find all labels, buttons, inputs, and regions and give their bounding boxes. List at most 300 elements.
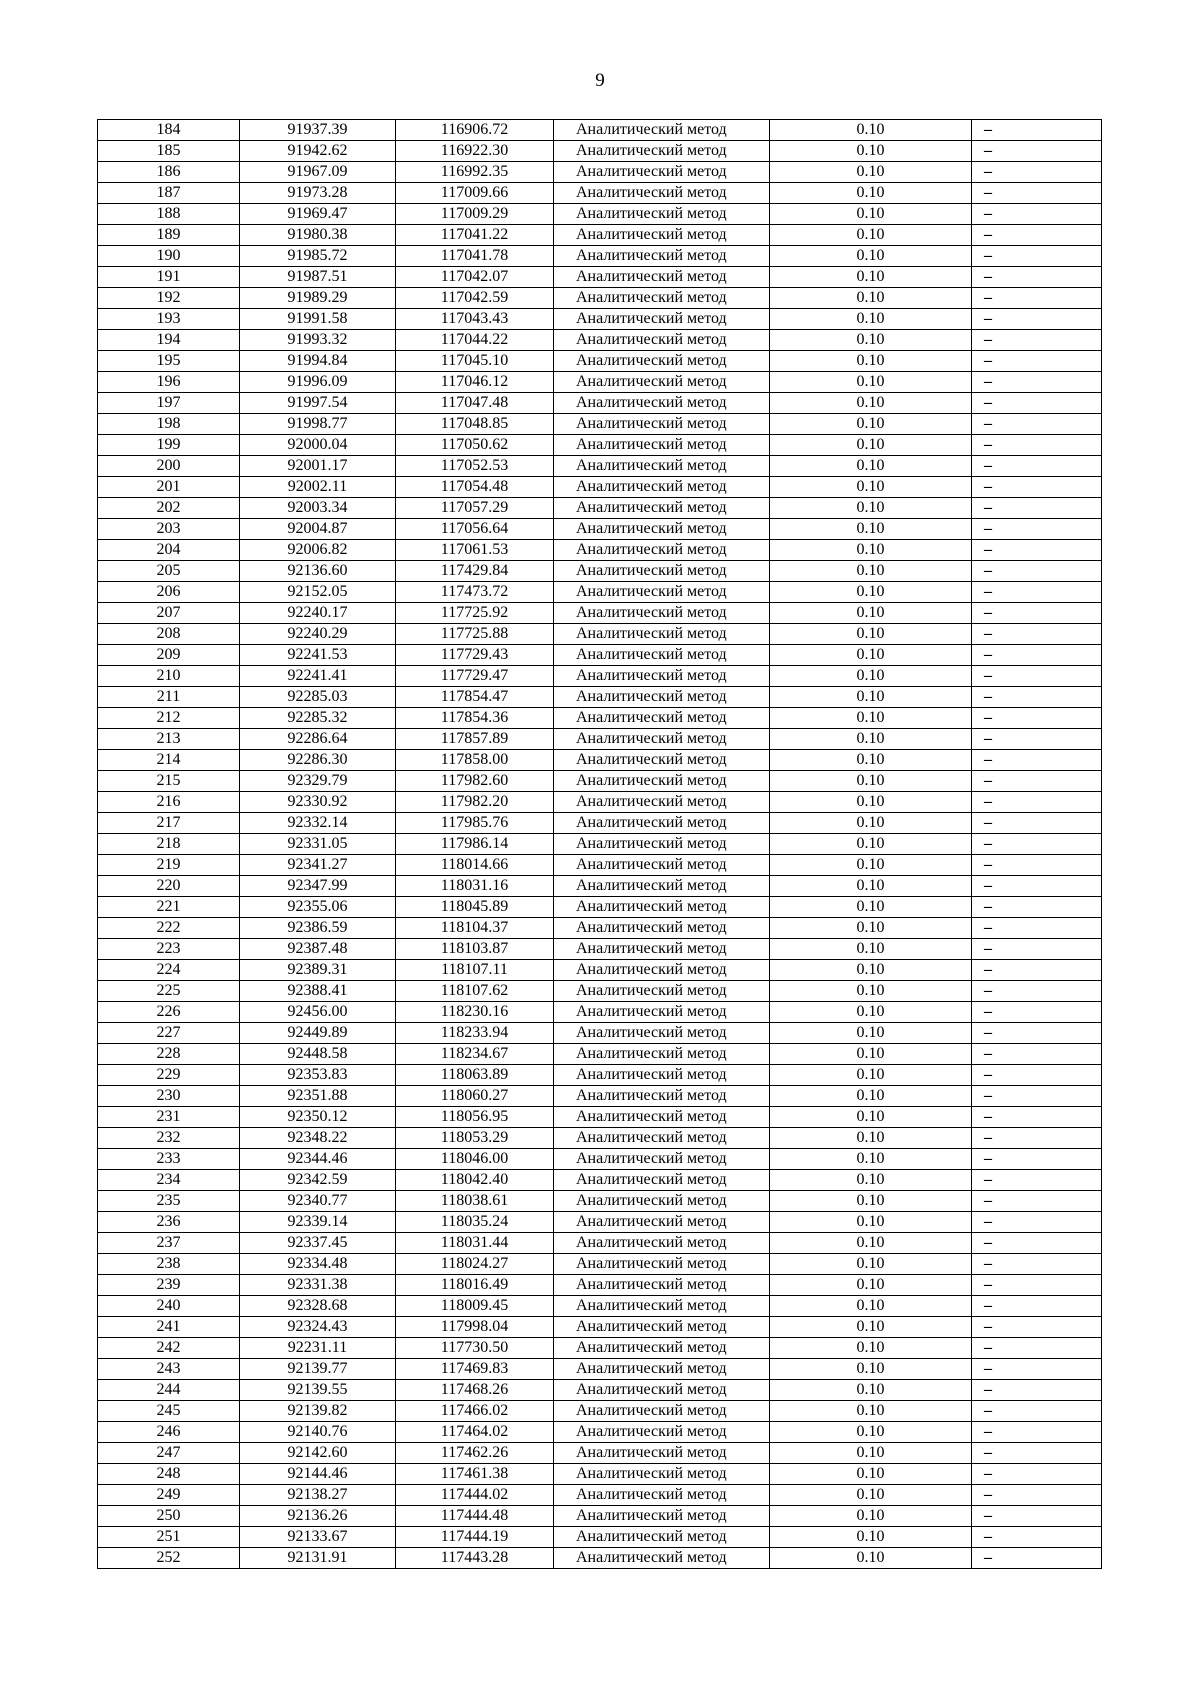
note-cell: – <box>972 498 1102 519</box>
accuracy-cell: 0.10 <box>770 162 972 183</box>
table-row <box>98 645 1102 666</box>
table-row <box>98 1002 1102 1023</box>
point-number-cell: 211 <box>98 687 240 708</box>
table-row <box>98 225 1102 246</box>
note-cell: – <box>972 750 1102 771</box>
note-cell: – <box>972 645 1102 666</box>
accuracy-cell: 0.10 <box>770 120 972 141</box>
table-row <box>98 939 1102 960</box>
note-cell: – <box>972 204 1102 225</box>
x-coordinate-cell: 91997.54 <box>240 393 396 414</box>
method-cell: Аналитический метод <box>554 1191 770 1212</box>
table-row <box>98 918 1102 939</box>
note-cell: – <box>972 624 1102 645</box>
x-coordinate-cell: 92138.27 <box>240 1485 396 1506</box>
point-number-cell: 227 <box>98 1023 240 1044</box>
coordinates-table-body <box>98 120 1102 1569</box>
note-cell: – <box>972 1128 1102 1149</box>
accuracy-cell: 0.10 <box>770 855 972 876</box>
x-coordinate-cell: 91993.32 <box>240 330 396 351</box>
table-row <box>98 477 1102 498</box>
note-cell: – <box>972 1044 1102 1065</box>
y-coordinate-cell: 118031.16 <box>396 876 554 897</box>
accuracy-cell: 0.10 <box>770 834 972 855</box>
accuracy-cell: 0.10 <box>770 141 972 162</box>
method-cell: Аналитический метод <box>554 120 770 141</box>
note-cell: – <box>972 561 1102 582</box>
point-number-cell: 249 <box>98 1485 240 1506</box>
x-coordinate-cell: 92337.45 <box>240 1233 396 1254</box>
accuracy-cell: 0.10 <box>770 918 972 939</box>
x-coordinate-cell: 91942.62 <box>240 141 396 162</box>
accuracy-cell: 0.10 <box>770 960 972 981</box>
point-number-cell: 235 <box>98 1191 240 1212</box>
note-cell: – <box>972 603 1102 624</box>
table-row <box>98 834 1102 855</box>
note-cell: – <box>972 1191 1102 1212</box>
y-coordinate-cell: 117985.76 <box>396 813 554 834</box>
y-coordinate-cell: 118035.24 <box>396 1212 554 1233</box>
accuracy-cell: 0.10 <box>770 267 972 288</box>
method-cell: Аналитический метод <box>554 897 770 918</box>
y-coordinate-cell: 117473.72 <box>396 582 554 603</box>
table-row <box>98 1149 1102 1170</box>
table-row <box>98 351 1102 372</box>
coordinates-table <box>97 119 1102 1569</box>
point-number-cell: 202 <box>98 498 240 519</box>
y-coordinate-cell: 117048.85 <box>396 414 554 435</box>
x-coordinate-cell: 92341.27 <box>240 855 396 876</box>
note-cell: – <box>972 540 1102 561</box>
accuracy-cell: 0.10 <box>770 876 972 897</box>
note-cell: – <box>972 792 1102 813</box>
point-number-cell: 246 <box>98 1422 240 1443</box>
note-cell: – <box>972 918 1102 939</box>
note-cell: – <box>972 456 1102 477</box>
accuracy-cell: 0.10 <box>770 1212 972 1233</box>
y-coordinate-cell: 116992.35 <box>396 162 554 183</box>
accuracy-cell: 0.10 <box>770 309 972 330</box>
x-coordinate-cell: 92388.41 <box>240 981 396 1002</box>
point-number-cell: 252 <box>98 1548 240 1569</box>
method-cell: Аналитический метод <box>554 729 770 750</box>
note-cell: – <box>972 939 1102 960</box>
note-cell: – <box>972 162 1102 183</box>
point-number-cell: 190 <box>98 246 240 267</box>
method-cell: Аналитический метод <box>554 1128 770 1149</box>
method-cell: Аналитический метод <box>554 1380 770 1401</box>
y-coordinate-cell: 117042.59 <box>396 288 554 309</box>
point-number-cell: 226 <box>98 1002 240 1023</box>
point-number-cell: 245 <box>98 1401 240 1422</box>
point-number-cell: 188 <box>98 204 240 225</box>
x-coordinate-cell: 92330.92 <box>240 792 396 813</box>
accuracy-cell: 0.10 <box>770 246 972 267</box>
x-coordinate-cell: 92340.77 <box>240 1191 396 1212</box>
accuracy-cell: 0.10 <box>770 645 972 666</box>
note-cell: – <box>972 708 1102 729</box>
method-cell: Аналитический метод <box>554 687 770 708</box>
point-number-cell: 224 <box>98 960 240 981</box>
y-coordinate-cell: 117854.36 <box>396 708 554 729</box>
y-coordinate-cell: 118107.11 <box>396 960 554 981</box>
table-row <box>98 1212 1102 1233</box>
note-cell: – <box>972 1317 1102 1338</box>
y-coordinate-cell: 116906.72 <box>396 120 554 141</box>
table-row <box>98 519 1102 540</box>
x-coordinate-cell: 92001.17 <box>240 456 396 477</box>
note-cell: – <box>972 1548 1102 1569</box>
y-coordinate-cell: 118053.29 <box>396 1128 554 1149</box>
y-coordinate-cell: 117725.92 <box>396 603 554 624</box>
accuracy-cell: 0.10 <box>770 393 972 414</box>
x-coordinate-cell: 91987.51 <box>240 267 396 288</box>
x-coordinate-cell: 92285.03 <box>240 687 396 708</box>
y-coordinate-cell: 117042.07 <box>396 267 554 288</box>
y-coordinate-cell: 118233.94 <box>396 1023 554 1044</box>
method-cell: Аналитический метод <box>554 750 770 771</box>
x-coordinate-cell: 91994.84 <box>240 351 396 372</box>
method-cell: Аналитический метод <box>554 330 770 351</box>
point-number-cell: 239 <box>98 1275 240 1296</box>
y-coordinate-cell: 117982.20 <box>396 792 554 813</box>
y-coordinate-cell: 117858.00 <box>396 750 554 771</box>
method-cell: Аналитический метод <box>554 1338 770 1359</box>
point-number-cell: 228 <box>98 1044 240 1065</box>
x-coordinate-cell: 92331.05 <box>240 834 396 855</box>
y-coordinate-cell: 117729.47 <box>396 666 554 687</box>
note-cell: – <box>972 1212 1102 1233</box>
x-coordinate-cell: 92136.26 <box>240 1506 396 1527</box>
x-coordinate-cell: 92350.12 <box>240 1107 396 1128</box>
y-coordinate-cell: 117050.62 <box>396 435 554 456</box>
accuracy-cell: 0.10 <box>770 1233 972 1254</box>
note-cell: – <box>972 897 1102 918</box>
table-row <box>98 162 1102 183</box>
note-cell: – <box>972 246 1102 267</box>
method-cell: Аналитический метод <box>554 162 770 183</box>
x-coordinate-cell: 92136.60 <box>240 561 396 582</box>
method-cell: Аналитический метод <box>554 1149 770 1170</box>
note-cell: – <box>972 435 1102 456</box>
y-coordinate-cell: 117043.43 <box>396 309 554 330</box>
accuracy-cell: 0.10 <box>770 729 972 750</box>
point-number-cell: 241 <box>98 1317 240 1338</box>
point-number-cell: 193 <box>98 309 240 330</box>
method-cell: Аналитический метод <box>554 540 770 561</box>
method-cell: Аналитический метод <box>554 288 770 309</box>
table-row <box>98 1464 1102 1485</box>
note-cell: – <box>972 351 1102 372</box>
method-cell: Аналитический метод <box>554 876 770 897</box>
y-coordinate-cell: 118016.49 <box>396 1275 554 1296</box>
accuracy-cell: 0.10 <box>770 519 972 540</box>
x-coordinate-cell: 92006.82 <box>240 540 396 561</box>
table-row <box>98 1191 1102 1212</box>
y-coordinate-cell: 117045.10 <box>396 351 554 372</box>
note-cell: – <box>972 1527 1102 1548</box>
note-cell: – <box>972 1065 1102 1086</box>
accuracy-cell: 0.10 <box>770 372 972 393</box>
table-row <box>98 1275 1102 1296</box>
table-row <box>98 792 1102 813</box>
accuracy-cell: 0.10 <box>770 183 972 204</box>
method-cell: Аналитический метод <box>554 603 770 624</box>
point-number-cell: 242 <box>98 1338 240 1359</box>
table-row <box>98 540 1102 561</box>
accuracy-cell: 0.10 <box>770 1317 972 1338</box>
accuracy-cell: 0.10 <box>770 897 972 918</box>
y-coordinate-cell: 117444.48 <box>396 1506 554 1527</box>
y-coordinate-cell: 117056.64 <box>396 519 554 540</box>
method-cell: Аналитический метод <box>554 624 770 645</box>
point-number-cell: 223 <box>98 939 240 960</box>
x-coordinate-cell: 92387.48 <box>240 939 396 960</box>
x-coordinate-cell: 92334.48 <box>240 1254 396 1275</box>
method-cell: Аналитический метод <box>554 918 770 939</box>
y-coordinate-cell: 117998.04 <box>396 1317 554 1338</box>
method-cell: Аналитический метод <box>554 1023 770 1044</box>
method-cell: Аналитический метод <box>554 267 770 288</box>
method-cell: Аналитический метод <box>554 1359 770 1380</box>
accuracy-cell: 0.10 <box>770 1023 972 1044</box>
method-cell: Аналитический метод <box>554 645 770 666</box>
accuracy-cell: 0.10 <box>770 1485 972 1506</box>
point-number-cell: 216 <box>98 792 240 813</box>
point-number-cell: 203 <box>98 519 240 540</box>
x-coordinate-cell: 92351.88 <box>240 1086 396 1107</box>
y-coordinate-cell: 117057.29 <box>396 498 554 519</box>
point-number-cell: 199 <box>98 435 240 456</box>
table-row <box>98 561 1102 582</box>
method-cell: Аналитический метод <box>554 1107 770 1128</box>
note-cell: – <box>972 1506 1102 1527</box>
y-coordinate-cell: 118103.87 <box>396 939 554 960</box>
y-coordinate-cell: 118045.89 <box>396 897 554 918</box>
table-row <box>98 1401 1102 1422</box>
table-row <box>98 876 1102 897</box>
note-cell: – <box>972 729 1102 750</box>
note-cell: – <box>972 1338 1102 1359</box>
method-cell: Аналитический метод <box>554 834 770 855</box>
note-cell: – <box>972 1086 1102 1107</box>
accuracy-cell: 0.10 <box>770 750 972 771</box>
x-coordinate-cell: 91967.09 <box>240 162 396 183</box>
point-number-cell: 236 <box>98 1212 240 1233</box>
method-cell: Аналитический метод <box>554 246 770 267</box>
point-number-cell: 221 <box>98 897 240 918</box>
note-cell: – <box>972 582 1102 603</box>
x-coordinate-cell: 92131.91 <box>240 1548 396 1569</box>
x-coordinate-cell: 92344.46 <box>240 1149 396 1170</box>
method-cell: Аналитический метод <box>554 1233 770 1254</box>
method-cell: Аналитический метод <box>554 1065 770 1086</box>
accuracy-cell: 0.10 <box>770 687 972 708</box>
method-cell: Аналитический метод <box>554 981 770 1002</box>
x-coordinate-cell: 92347.99 <box>240 876 396 897</box>
accuracy-cell: 0.10 <box>770 792 972 813</box>
y-coordinate-cell: 118234.67 <box>396 1044 554 1065</box>
method-cell: Аналитический метод <box>554 1275 770 1296</box>
method-cell: Аналитический метод <box>554 561 770 582</box>
y-coordinate-cell: 118031.44 <box>396 1233 554 1254</box>
x-coordinate-cell: 92000.04 <box>240 435 396 456</box>
point-number-cell: 243 <box>98 1359 240 1380</box>
table-row <box>98 141 1102 162</box>
point-number-cell: 233 <box>98 1149 240 1170</box>
y-coordinate-cell: 117469.83 <box>396 1359 554 1380</box>
method-cell: Аналитический метод <box>554 960 770 981</box>
x-coordinate-cell: 92329.79 <box>240 771 396 792</box>
y-coordinate-cell: 117061.53 <box>396 540 554 561</box>
table-row <box>98 897 1102 918</box>
accuracy-cell: 0.10 <box>770 225 972 246</box>
table-row <box>98 267 1102 288</box>
y-coordinate-cell: 118014.66 <box>396 855 554 876</box>
note-cell: – <box>972 267 1102 288</box>
note-cell: – <box>972 1401 1102 1422</box>
y-coordinate-cell: 117429.84 <box>396 561 554 582</box>
y-coordinate-cell: 117986.14 <box>396 834 554 855</box>
note-cell: – <box>972 1485 1102 1506</box>
point-number-cell: 184 <box>98 120 240 141</box>
accuracy-cell: 0.10 <box>770 561 972 582</box>
method-cell: Аналитический метод <box>554 939 770 960</box>
table-row <box>98 624 1102 645</box>
y-coordinate-cell: 118104.37 <box>396 918 554 939</box>
method-cell: Аналитический метод <box>554 1422 770 1443</box>
table-row <box>98 1170 1102 1191</box>
table-row <box>98 309 1102 330</box>
table-row <box>98 498 1102 519</box>
accuracy-cell: 0.10 <box>770 1464 972 1485</box>
table-row <box>98 750 1102 771</box>
note-cell: – <box>972 1023 1102 1044</box>
page-number: 9 <box>595 70 605 91</box>
accuracy-cell: 0.10 <box>770 1338 972 1359</box>
point-number-cell: 186 <box>98 162 240 183</box>
method-cell: Аналитический метод <box>554 141 770 162</box>
x-coordinate-cell: 91985.72 <box>240 246 396 267</box>
note-cell: – <box>972 1359 1102 1380</box>
x-coordinate-cell: 92286.30 <box>240 750 396 771</box>
y-coordinate-cell: 117854.47 <box>396 687 554 708</box>
y-coordinate-cell: 118230.16 <box>396 1002 554 1023</box>
x-coordinate-cell: 91980.38 <box>240 225 396 246</box>
method-cell: Аналитический метод <box>554 309 770 330</box>
method-cell: Аналитический метод <box>554 855 770 876</box>
note-cell: – <box>972 1275 1102 1296</box>
method-cell: Аналитический метод <box>554 351 770 372</box>
accuracy-cell: 0.10 <box>770 1422 972 1443</box>
x-coordinate-cell: 92240.29 <box>240 624 396 645</box>
note-cell: – <box>972 393 1102 414</box>
point-number-cell: 244 <box>98 1380 240 1401</box>
y-coordinate-cell: 117009.29 <box>396 204 554 225</box>
point-number-cell: 200 <box>98 456 240 477</box>
point-number-cell: 215 <box>98 771 240 792</box>
x-coordinate-cell: 92241.41 <box>240 666 396 687</box>
method-cell: Аналитический метод <box>554 435 770 456</box>
x-coordinate-cell: 92328.68 <box>240 1296 396 1317</box>
accuracy-cell: 0.10 <box>770 1170 972 1191</box>
accuracy-cell: 0.10 <box>770 1443 972 1464</box>
note-cell: – <box>972 1296 1102 1317</box>
x-coordinate-cell: 92139.55 <box>240 1380 396 1401</box>
method-cell: Аналитический метод <box>554 393 770 414</box>
x-coordinate-cell: 92389.31 <box>240 960 396 981</box>
table-row <box>98 1296 1102 1317</box>
table-row <box>98 855 1102 876</box>
table-row <box>98 1254 1102 1275</box>
point-number-cell: 207 <box>98 603 240 624</box>
table-row <box>98 813 1102 834</box>
note-cell: – <box>972 1254 1102 1275</box>
method-cell: Аналитический метод <box>554 771 770 792</box>
y-coordinate-cell: 117461.38 <box>396 1464 554 1485</box>
x-coordinate-cell: 92339.14 <box>240 1212 396 1233</box>
accuracy-cell: 0.10 <box>770 624 972 645</box>
table-row <box>98 1359 1102 1380</box>
table-row <box>98 435 1102 456</box>
table-row <box>98 1548 1102 1569</box>
y-coordinate-cell: 117444.19 <box>396 1527 554 1548</box>
x-coordinate-cell: 92286.64 <box>240 729 396 750</box>
x-coordinate-cell: 92140.76 <box>240 1422 396 1443</box>
point-number-cell: 214 <box>98 750 240 771</box>
table-row <box>98 1506 1102 1527</box>
note-cell: – <box>972 330 1102 351</box>
point-number-cell: 248 <box>98 1464 240 1485</box>
table-row <box>98 582 1102 603</box>
table-row <box>98 981 1102 1002</box>
y-coordinate-cell: 116922.30 <box>396 141 554 162</box>
x-coordinate-cell: 91973.28 <box>240 183 396 204</box>
table-row <box>98 1485 1102 1506</box>
point-number-cell: 209 <box>98 645 240 666</box>
accuracy-cell: 0.10 <box>770 204 972 225</box>
table-row <box>98 246 1102 267</box>
note-cell: – <box>972 1002 1102 1023</box>
accuracy-cell: 0.10 <box>770 414 972 435</box>
x-coordinate-cell: 92448.58 <box>240 1044 396 1065</box>
method-cell: Аналитический метод <box>554 1317 770 1338</box>
table-row <box>98 687 1102 708</box>
point-number-cell: 222 <box>98 918 240 939</box>
method-cell: Аналитический метод <box>554 519 770 540</box>
point-number-cell: 237 <box>98 1233 240 1254</box>
x-coordinate-cell: 92285.32 <box>240 708 396 729</box>
point-number-cell: 251 <box>98 1527 240 1548</box>
note-cell: – <box>972 960 1102 981</box>
method-cell: Аналитический метод <box>554 225 770 246</box>
method-cell: Аналитический метод <box>554 1212 770 1233</box>
y-coordinate-cell: 118046.00 <box>396 1149 554 1170</box>
y-coordinate-cell: 118063.89 <box>396 1065 554 1086</box>
accuracy-cell: 0.10 <box>770 1380 972 1401</box>
table-row <box>98 183 1102 204</box>
method-cell: Аналитический метод <box>554 372 770 393</box>
table-row <box>98 1065 1102 1086</box>
table-row <box>98 393 1102 414</box>
accuracy-cell: 0.10 <box>770 582 972 603</box>
x-coordinate-cell: 92004.87 <box>240 519 396 540</box>
method-cell: Аналитический метод <box>554 1002 770 1023</box>
accuracy-cell: 0.10 <box>770 1548 972 1569</box>
note-cell: – <box>972 666 1102 687</box>
table-row <box>98 960 1102 981</box>
x-coordinate-cell: 92348.22 <box>240 1128 396 1149</box>
